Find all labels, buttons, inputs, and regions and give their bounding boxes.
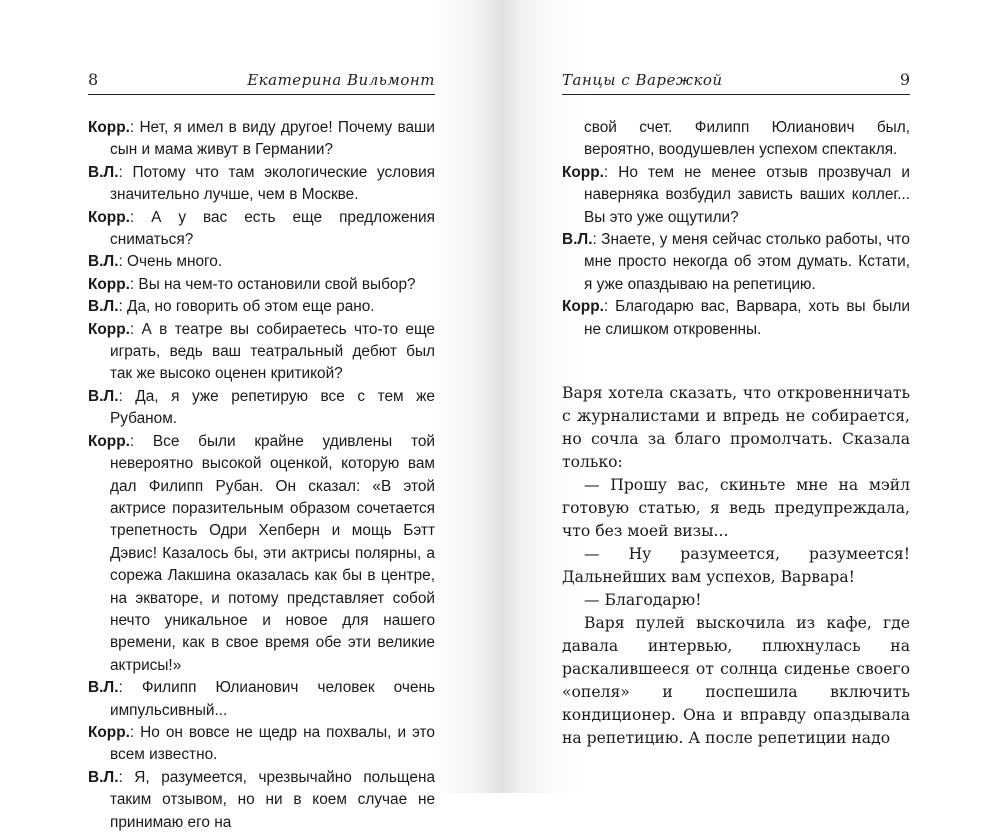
dialog-text: : Нет, я имел в виду другое! Почему ваши сын и мама живут в Германии?	[110, 119, 435, 159]
dialog-entry	[88, 677, 435, 722]
speaker-label: Корр.	[88, 432, 130, 450]
dialog-text: : А у вас есть еще предложения сниматься?	[110, 208, 435, 249]
dialog-text: : Да, я уже репетирую все с тем же Рубаном.	[110, 387, 435, 428]
speaker-label: Корр.	[88, 208, 130, 226]
dialog-text: свой счет. Филипп Юлианович был, вероятно, воодушевлен успехом спектакля.	[584, 119, 910, 159]
dialog-text: : Филипп Юлианович человек очень импульсивный...	[110, 679, 435, 719]
dialog-continuation	[562, 117, 910, 162]
right-header-title: Танцы с Варежкой	[562, 71, 723, 89]
paragraph: Варя пулей выскочила из кафе, где давала интервью, плюхнулась на раскалившееся от солнца сиденье своего «опеля» и поспешила включить кондиционер. Она и вправду опаздывала на репетицию. А после репетиции надо	[562, 614, 910, 747]
dialog-entry	[88, 207, 435, 252]
left-page-number: 8	[88, 70, 99, 89]
left-page	[0, 0, 500, 831]
speaker-label: Корр.	[562, 163, 604, 181]
speaker-label: Корр.	[88, 723, 130, 741]
speaker-label: Корр.	[88, 119, 130, 136]
dialog-entry	[88, 296, 435, 318]
speaker-label: В.Л.	[88, 768, 119, 786]
dialog-entry	[88, 767, 435, 834]
left-running-header	[88, 70, 435, 95]
left-header-title: Екатерина Вильмонт	[247, 71, 435, 89]
dialog-text: : Но он вовсе не щедр на похвалы, и это всем известно.	[110, 723, 435, 764]
speaker-label: В.Л.	[88, 387, 119, 405]
dialog-entry	[562, 162, 910, 229]
paragraph: — Прошу вас, скиньте мне на мэйл готовую статью, я ведь предупреждала, что без моей визы...	[562, 476, 910, 540]
dialog-entry	[88, 386, 435, 431]
left-interview-text	[88, 117, 435, 834]
right-running-header	[562, 70, 910, 95]
dialog-entry	[562, 296, 910, 341]
speaker-label: В.Л.	[88, 253, 119, 271]
narrative-text	[562, 382, 910, 750]
dialog-text: : Вы на чем-то остановили свой выбор?	[129, 275, 416, 293]
dialog-entry	[88, 319, 435, 386]
speaker-label: В.Л.	[88, 298, 119, 316]
dialog-text: : Все были крайне удивлены той невероятно высокой оценкой, которую вам дал Филипп Рубан. Он сказал: «В этой актрисе поразительным образом сочетается трепетность Одри Хепберн и мощь Бэтт Дэвис! Казалось бы, эти актрисы полярны, а сорежа Лакшина оказалась как бы в центре, на экваторе, и потому представляет собой нечто уникальное и новое для нашего времени, как в свое время обе эти великие актрисы!»	[110, 432, 435, 674]
dialog-text: : А в театре вы собираетесь что-то еще играть, ведь ваш театральный дебют был так же высоко оценен критикой?	[110, 320, 435, 383]
dialog-text: : Но тем не менее отзыв прозвучал и наверняка возбудил зависть ваших коллег... Вы это уже ощутили?	[584, 163, 910, 226]
speaker-label: В.Л.	[88, 679, 119, 697]
dialog-text: : Потому что там экологические условия значительно лучше, чем в Москве.	[110, 163, 435, 204]
dialog-entry	[88, 162, 435, 207]
dialog-text: : Очень много.	[118, 253, 223, 271]
right-page-number: 9	[899, 70, 910, 89]
speaker-label: В.Л.	[88, 163, 119, 181]
speaker-label: В.Л.	[562, 231, 593, 249]
speaker-label: Корр.	[562, 298, 604, 316]
dialog-text: : Я, разумеется, чрезвычайно польщена таким отзывом, но ни в коем случае не принимаю его на	[110, 768, 435, 831]
dialog-entry	[88, 431, 435, 677]
paragraph: — Ну разумеется, разумеется! Дальнейших вам успехов, Варвара!	[562, 545, 910, 586]
speaker-label: Корр.	[88, 275, 130, 293]
dialog-entry	[88, 117, 435, 162]
dialog-entry	[88, 722, 435, 767]
dialog-entry	[88, 274, 435, 296]
right-page	[500, 0, 1000, 793]
dialog-text: : Знаете, у меня сейчас столько работы, что мне просто некогда об этом думать. Кстати, я уже опаздываю на репетицию.	[584, 231, 910, 293]
speaker-label: Корр.	[88, 320, 130, 338]
right-interview-text	[562, 117, 910, 341]
dialog-text: : Благодарю вас, Варвара, хоть вы были не слишком откровенны.	[584, 298, 910, 338]
paragraph: Варя хотела сказать, что откровенничать с журналистами и впредь не собирается, но сочла за благо промолчать. Сказала только:	[562, 384, 910, 471]
dialog-entry	[562, 229, 910, 296]
dialog-entry	[88, 251, 435, 273]
paragraph: — Благодарю!	[584, 591, 702, 609]
dialog-text: : Да, но говорить об этом еще рано.	[118, 298, 375, 316]
